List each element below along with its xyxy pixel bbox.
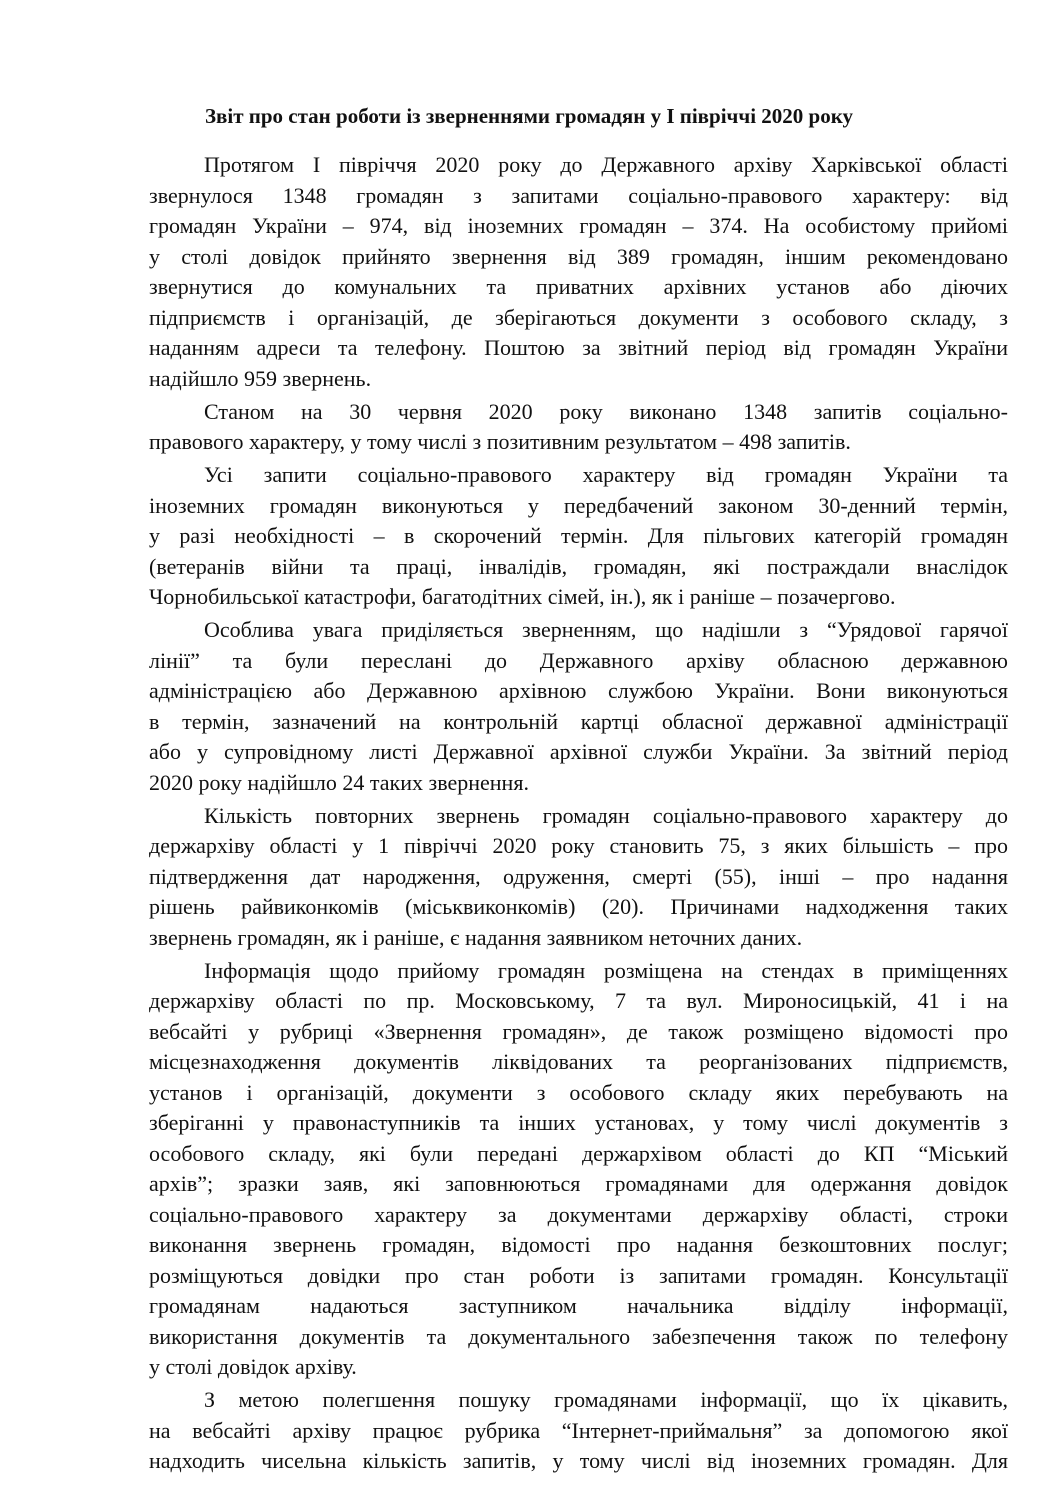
- text-line: підприємств і організацій, де зберігаються документи з особового складу, з: [149, 304, 1008, 330]
- text-line: або у супровідному листі Державної архівної служби України. За звітний період: [149, 739, 1008, 764]
- paragraph: [149, 1385, 1008, 1477]
- document-title: Звіт про стан роботи із зверненнями громадян у І півріччі 2020 року: [204, 104, 854, 128]
- text-line: Усі запити соціально-правового характеру від громадян України та: [204, 462, 1008, 487]
- text-line: адміністрацією або Державною архівною службою України. Вони виконуються: [149, 678, 1008, 703]
- text-line: лінії” та були переслані до Державного архіву обласною державною: [149, 647, 1008, 673]
- text-line: у разі необхідності – в скорочений термін. Для пільгових категорій громадян: [149, 523, 1008, 548]
- text-line: зберіганні у правонаступників та інших установах, у тому числі документів з: [149, 1110, 1008, 1135]
- text-line: в термін, зазначений на контрольній картці обласної державної адміністрації: [149, 708, 1008, 734]
- paragraph: [149, 460, 1008, 613]
- text-line: звернулося 1348 громадян з запитами соціально-правового характеру: від: [149, 182, 1008, 208]
- text-line: З метою полегшення пошуку громадянами інформації, що їх цікавить,: [204, 1387, 1008, 1412]
- text-line: Чорнобильської катастрофи, багатодітних сімей, ін.), як і раніше – позачергово.: [149, 584, 896, 609]
- text-line: на вебсайті архіву працює рубрика “Інтернет-приймальня” за допомогою якої: [149, 1417, 1008, 1443]
- text-line: звернутися до комунальних та приватних архівних установ або діючих: [149, 274, 1008, 299]
- text-line: правового характеру, у тому числі з позитивним результатом – 498 запитів.: [149, 429, 851, 454]
- text-line: наданням адреси та телефону. Поштою за звітний період від громадян України: [149, 335, 1008, 360]
- text-line: Особлива увага приділяється зверненням, що надішли з “Урядової гарячої: [204, 617, 1008, 642]
- text-line: держархіву області у 1 півріччі 2020 року становить 75, з яких більшість – про: [149, 833, 1008, 858]
- text-line: місцезнаходження документів ліквідованих та реорганізованих підприємств,: [149, 1049, 1008, 1074]
- text-line: рішень райвиконкомів (міськвиконкомів) (20). Причинами надходження таких: [149, 894, 1008, 919]
- document-body: [149, 150, 1008, 1477]
- text-line: розміщуються довідки про стан роботи із запитами громадян. Консультації: [149, 1262, 1008, 1288]
- text-line: виконання звернень громадян, відомості про надання безкоштовних послуг;: [149, 1232, 1008, 1257]
- text-line: соціально-правового характеру за документами держархіву області, строки: [149, 1201, 1008, 1227]
- text-line: установ і організацій, документи з особового складу яких перебувають на: [149, 1079, 1008, 1105]
- text-line: держархіву області по пр. Московському, 7 та вул. Мироносицькій, 41 і на: [149, 988, 1008, 1013]
- text-line: особового складу, які були передані держархівом області до КП “Міський: [149, 1140, 1008, 1166]
- paragraph: [149, 397, 1008, 458]
- text-line: у столі довідок прийнято звернення від 389 громадян, іншим рекомендовано: [149, 243, 1008, 269]
- paragraph: [149, 801, 1008, 954]
- text-line: надійшло 959 звернень.: [149, 365, 372, 391]
- text-line: Кількість повторних звернень громадян соціально-правового характеру до: [204, 802, 1008, 828]
- text-line: 2020 року надійшло 24 таких звернення.: [149, 769, 529, 795]
- text-line: (ветеранів війни та праці, інвалідів, громадян, які постраждали внаслідок: [149, 553, 1008, 579]
- text-line: Інформація щодо прийому громадян розміщена на стендах в приміщеннях: [204, 957, 1008, 983]
- text-line: у столі довідок архіву.: [149, 1354, 357, 1379]
- paragraph: [149, 615, 1008, 798]
- text-line: іноземних громадян виконуються у передбачений законом 30-денний термін,: [149, 492, 1008, 518]
- text-line: Станом на 30 червня 2020 року виконано 1348 запитів соціально-: [204, 398, 1008, 424]
- text-line: громадян України – 974, від іноземних громадян – 374. На особистому прийомі: [149, 213, 1008, 238]
- text-line: використання документів та документального забезпечення також по телефону: [149, 1323, 1008, 1349]
- text-line: громадянам надаються заступником начальника відділу інформації,: [149, 1293, 1008, 1318]
- paragraph: [149, 956, 1008, 1383]
- text-line: звернень громадян, як і раніше, є надання заявником неточних даних.: [149, 924, 803, 950]
- text-line: надходить чисельна кількість запитів, у тому числі від іноземних громадян. Для: [149, 1448, 1008, 1473]
- paragraph: [149, 150, 1008, 394]
- text-line: підтвердження дат народження, одруження, смерті (55), інші – про надання: [149, 863, 1008, 889]
- text-line: Протягом І півріччя 2020 року до Державного архіву Харківської області: [204, 152, 1008, 177]
- text-line: вебсайті у рубриці «Звернення громадян», де також розміщено відомості про: [149, 1018, 1008, 1044]
- text-line: архів”; зразки заяв, які заповнюються громадянами для одержання довідок: [149, 1171, 1008, 1196]
